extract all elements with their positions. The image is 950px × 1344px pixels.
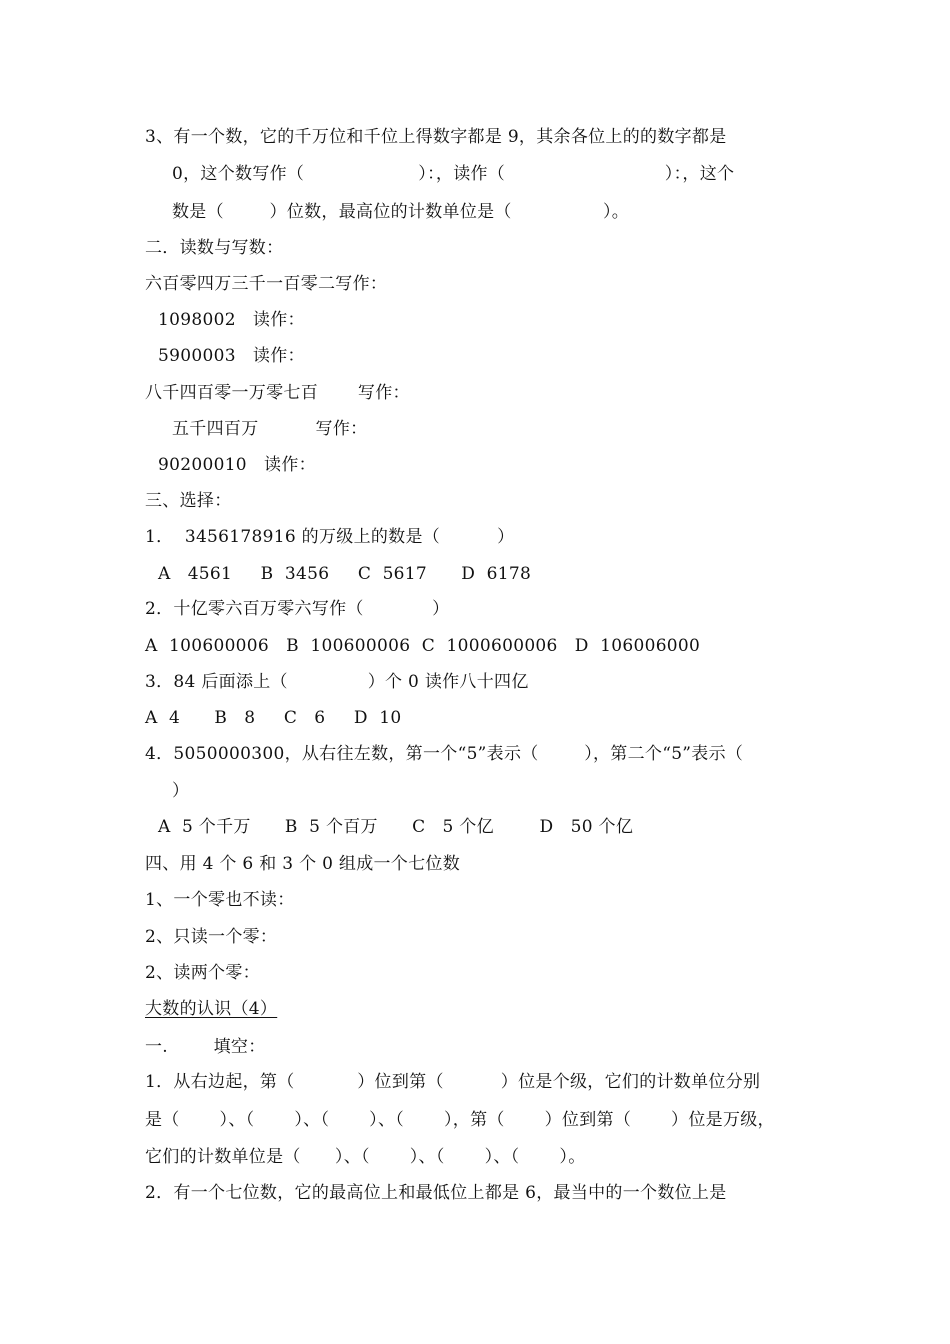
choice-question-2-options: A 100600006 B 100600006 C 1000600006 D 106006000	[145, 636, 701, 656]
fill-blank-question-1-line-3: 它们的计数单位是（ ）、（ ）、（ ）、（ ）。	[145, 1147, 586, 1167]
section-2-item-3: 5900003 读作：	[158, 346, 305, 366]
section-4-item-3: 2、读两个零：	[145, 963, 260, 983]
section-2-item-1: 六百零四万三千一百零二写作：	[145, 274, 388, 294]
choice-question-2: 2．十亿零六百万零六写作（ ）	[145, 599, 450, 619]
choice-question-4: 4．5050000300，从右往左数，第一个“5”表示（ ），第二个“5”表示（	[145, 744, 744, 764]
choice-question-1: 1． 3456178916 的万级上的数是（ ）	[145, 527, 515, 547]
section-2-item-5: 五千四百万 写作：	[172, 419, 368, 439]
fill-blank-question-1-line-1: 1．从右边起，第（ ）位到第（ ）位是个级，它们的计数单位分别	[145, 1072, 761, 1092]
problem-3-line-3: 数是（ ）位数，最高位的计数单位是（ ）。	[172, 202, 630, 222]
section-2-heading: 二．读数与写数：	[145, 238, 284, 258]
section-2-item-4: 八千四百零一万零七百 写作：	[145, 383, 410, 403]
section-4-item-1: 1、一个零也不读：	[145, 890, 295, 910]
fill-blank-question-1-line-2: 是（ ）、（ ）、（ ）、（ ），第（ ）位到第（ ）位是万级，	[145, 1110, 775, 1130]
problem-3-line-1: 3、有一个数，它的千万位和千位上得数字都是 9，其余各位上的的数字都是	[145, 127, 727, 147]
section-2-item-2: 1098002 读作：	[158, 310, 305, 330]
choice-question-4-options: A 5 个千万 B 5 个百万 C 5 个亿 D 50 个亿	[158, 817, 634, 837]
fill-blank-question-2-line-1: 2．有一个七位数，它的最高位上和最低位上都是 6，最当中的一个数位上是	[145, 1183, 727, 1203]
choice-question-3-options: A 4 B 8 C 6 D 10	[145, 708, 402, 728]
problem-3-line-2: 0，这个数写作（ ）：，读作（ ）：，这个	[172, 164, 735, 184]
section-4-heading: 四、用 4 个 6 和 3 个 0 组成一个七位数	[145, 854, 460, 874]
choice-question-1-options: A 4561 B 3456 C 5617 D 6178	[158, 564, 532, 584]
lesson-title: 大数的认识（4）	[145, 999, 278, 1019]
fill-blank-heading: 一. 填空：	[145, 1037, 266, 1057]
choice-question-3: 3．84 后面添上（ ）个 0 读作八十四亿	[145, 672, 529, 692]
section-3-heading: 三、选择：	[145, 491, 232, 511]
section-4-item-2: 2、只读一个零：	[145, 927, 278, 947]
section-2-item-6: 90200010 读作：	[158, 455, 316, 475]
choice-question-4-continuation: ）	[172, 781, 190, 801]
